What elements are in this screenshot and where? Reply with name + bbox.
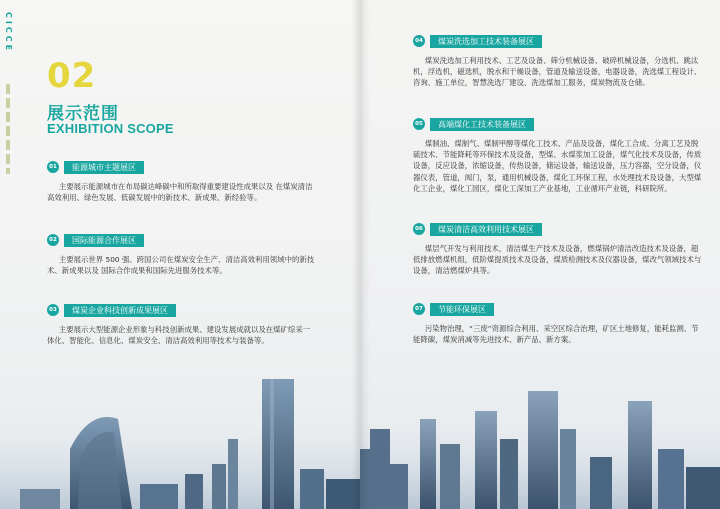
item-description: 煤层气开发与利用技术，清洁煤生产技术及设备，燃煤锅炉清洁改造技术及设备，超低排放燃煤机组，低阶煤提质技术及设备，煤质检测技术及仪器设备，煤改气领域技术与设备，清洁燃煤炉具等。 [413, 244, 702, 276]
exhibit-item [413, 117, 705, 194]
exhibit-item [413, 302, 705, 345]
item-number-badge: 04 [413, 35, 425, 47]
brand-decorative-bars [6, 84, 10, 174]
item-label-tag: 国际能源合作展区 [64, 234, 144, 247]
item-label-tag: 煤炭清洁高效利用技术展区 [430, 223, 542, 236]
item-label-tag: 节能环保展区 [430, 303, 494, 316]
exhibit-item [47, 303, 317, 346]
item-label-tag: 煤炭洗选加工技术装备展区 [430, 35, 542, 48]
section-title: 展示范围 [47, 104, 119, 124]
item-number-badge: 05 [413, 118, 425, 130]
exhibit-item [413, 34, 705, 89]
city-skyline-left [0, 379, 360, 509]
page-fold-shadow [352, 0, 370, 509]
section-number: 02 [47, 56, 97, 96]
section-subtitle: EXHIBITION SCOPE [47, 121, 174, 136]
exhibit-item [47, 233, 317, 276]
item-number-badge: 01 [47, 161, 59, 173]
item-number-badge: 07 [413, 303, 425, 315]
item-label-tag: 能源城市主题展区 [64, 161, 144, 174]
right-page [360, 0, 720, 509]
item-number-badge: 03 [47, 304, 59, 316]
item-description: 主要展示大型能源企业形象与科技创新成果、建设发展成就以及在煤矿综采一体化、智能化、信息化、煤炭安全、清洁高效利用等技术与装备等。 [47, 325, 311, 346]
item-number-badge: 02 [47, 234, 59, 246]
exhibit-item [413, 222, 705, 277]
item-description: 煤制油、煤制气、煤制甲醇等煤化工技术、产品及设备，煤化工合成、分离工艺及脱硫技术、节能降耗等环保技术及设备，型煤、水煤浆加工设备，煤气化技术及设备，传质设备，反应设备，浓缩设备，传热设备，储运设备，输送设备，压力容器，空分设备，仪器仪表，管道，阀门，泵，通用机械设备，煤化工环保工程，水处理技术及设备，大型煤化工企业，煤化工园区，煤化工深加工产业基地，工业循环产业链，科研院所。 [413, 139, 702, 193]
item-description: 煤炭洗选加工利用技术、工艺及设备、筛分机械设备、破碎机械设备，分选机、跳汰机，浮选机，磁选机，脱水和干燥设备，管道及输送设备，电器设备，洗选煤工程设计、咨询、施工单位，智慧洗选厂建设、洗选煤加工服务，煤炭物流及仓储。 [413, 56, 702, 88]
item-description: 主要展示世界 500 强、跨国公司在煤炭安全生产、清洁高效利用领域中的新技术、新成果以及 国际合作成果和国际先进服务技术等。 [47, 255, 315, 276]
item-label-tag: 高端煤化工技术装备展区 [430, 118, 534, 131]
brand-vertical-text: CICCE [4, 12, 13, 54]
item-label-tag: 煤炭企业科技创新成果展区 [64, 304, 176, 317]
exhibit-item [47, 160, 317, 203]
city-skyline-right [360, 389, 720, 509]
item-number-badge: 06 [413, 223, 425, 235]
item-description: 主要展示能源城市在布局碳达峰碳中和所取得重要建设性成果以及 在煤炭清洁高效利用、绿色发展、低碳发展中的新技术、新成果、新经验等。 [47, 182, 313, 203]
item-description: 污染物治理，“三废”资源综合利用、采空区综合治理，矿区土地修复，能耗监测、节能降碳，煤炭消减等先进技术、新产品、新方案。 [413, 324, 699, 345]
